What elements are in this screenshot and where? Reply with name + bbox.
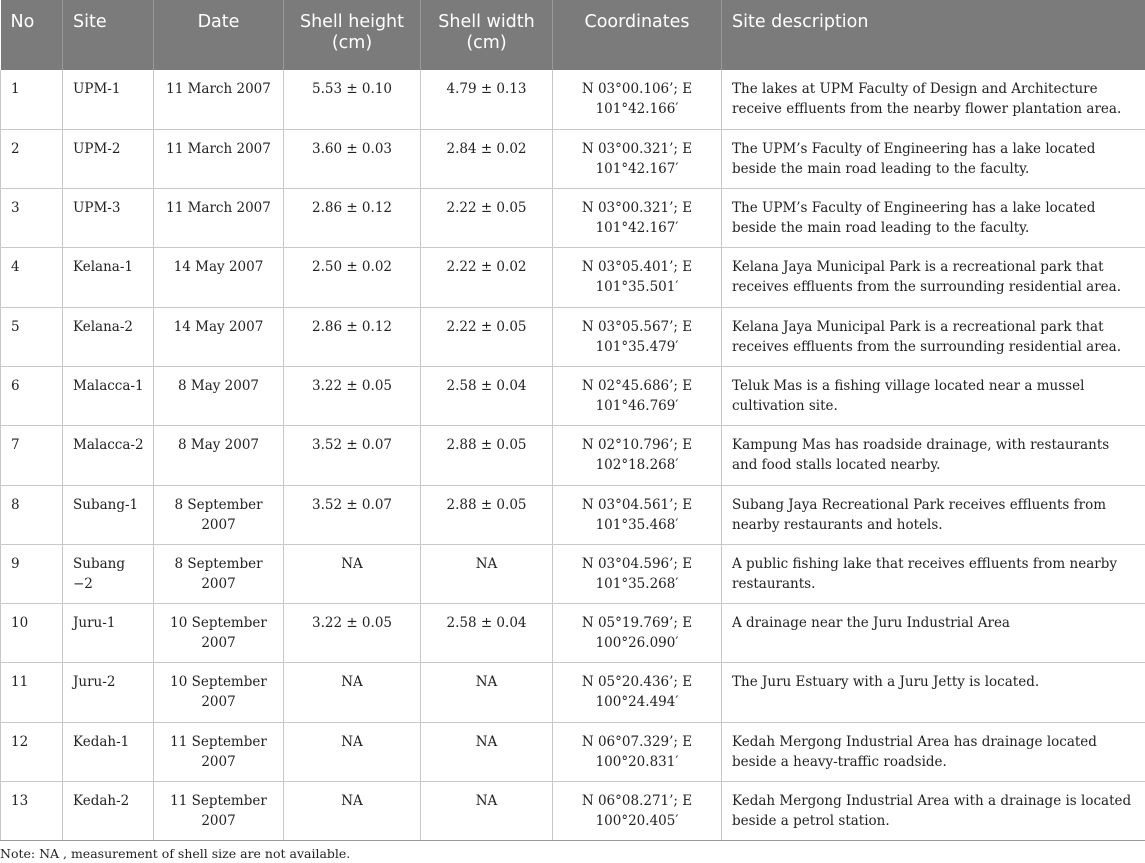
cell-site: UPM-1 (63, 70, 154, 129)
cell-date: 14 May 2007 (154, 307, 284, 366)
cell-no: 13 (1, 782, 63, 841)
table-row (1, 307, 1145, 366)
cell-shell-height: 2.50 ± 0.02 (284, 248, 421, 307)
header-row (1, 0, 1145, 70)
cell-shell-height: 3.60 ± 0.03 (284, 129, 421, 188)
cell-date: 11 March 2007 (154, 189, 284, 248)
cell-shell-width: 2.88 ± 0.05 (421, 426, 553, 485)
header-site-description: Site description (722, 0, 1145, 70)
cell-date: 8 September 2007 (154, 544, 284, 603)
table-row (1, 366, 1145, 425)
cell-no: 1 (1, 70, 63, 129)
cell-shell-width: 2.58 ± 0.04 (421, 604, 553, 663)
cell-shell-width: NA (421, 663, 553, 722)
cell-no: 4 (1, 248, 63, 307)
table-row (1, 485, 1145, 544)
header-site: Site (63, 0, 154, 70)
cell-shell-width: NA (421, 722, 553, 781)
table-row (1, 426, 1145, 485)
cell-coordinates: N 03°00.321’; E 101°42.167′ (553, 129, 722, 188)
cell-shell-height: 2.86 ± 0.12 (284, 307, 421, 366)
cell-no: 7 (1, 426, 63, 485)
cell-shell-height: 3.52 ± 0.07 (284, 485, 421, 544)
cell-date: 10 September 2007 (154, 663, 284, 722)
cell-site-description: Kelana Jaya Municipal Park is a recreational park that receives effluents from the surrounding residential area. (722, 307, 1145, 366)
cell-date: 11 March 2007 (154, 70, 284, 129)
cell-date: 8 May 2007 (154, 426, 284, 485)
cell-no: 10 (1, 604, 63, 663)
cell-shell-height: 3.22 ± 0.05 (284, 604, 421, 663)
cell-coordinates: N 06°07.329’; E 100°20.831′ (553, 722, 722, 781)
table-row (1, 129, 1145, 188)
cell-site-description: Subang Jaya Recreational Park receives effluents from nearby restaurants and hotels. (722, 485, 1145, 544)
cell-site: Subang-1 (63, 485, 154, 544)
table-row (1, 782, 1145, 841)
cell-no: 2 (1, 129, 63, 188)
cell-site: Juru-1 (63, 604, 154, 663)
cell-site: UPM-2 (63, 129, 154, 188)
table-note: Note: NA , measurement of shell size are not available. (0, 846, 351, 861)
cell-coordinates: N 03°00.321’; E 101°42.167′ (553, 189, 722, 248)
cell-site: Kelana-2 (63, 307, 154, 366)
cell-site-description: Teluk Mas is a fishing village located near a mussel cultivation site. (722, 366, 1145, 425)
cell-site-description: A drainage near the Juru Industrial Area (722, 604, 1145, 663)
cell-shell-width: 2.88 ± 0.05 (421, 485, 553, 544)
cell-no: 8 (1, 485, 63, 544)
header-shell-width: Shell width (cm) (421, 0, 553, 70)
cell-site-description: Kelana Jaya Municipal Park is a recreational park that receives effluents from the surrounding residential area. (722, 248, 1145, 307)
cell-coordinates: N 03°00.106’; E 101°42.166′ (553, 70, 722, 129)
cell-site-description: The lakes at UPM Faculty of Design and Architecture receive effluents from the nearby flower plantation area. (722, 70, 1145, 129)
cell-site-description: The UPM’s Faculty of Engineering has a lake located beside the main road leading to the faculty. (722, 189, 1145, 248)
cell-coordinates: N 06°08.271’; E 100°20.405′ (553, 782, 722, 841)
cell-shell-height: NA (284, 782, 421, 841)
cell-no: 9 (1, 544, 63, 603)
cell-no: 6 (1, 366, 63, 425)
cell-no: 11 (1, 663, 63, 722)
cell-date: 11 September 2007 (154, 722, 284, 781)
cell-site: UPM-3 (63, 189, 154, 248)
cell-coordinates: N 02°45.686’; E 101°46.769′ (553, 366, 722, 425)
cell-shell-height: NA (284, 663, 421, 722)
cell-shell-height: 3.22 ± 0.05 (284, 366, 421, 425)
cell-site: Kedah-1 (63, 722, 154, 781)
cell-shell-width: NA (421, 544, 553, 603)
cell-site-description: A public fishing lake that receives effluents from nearby restaurants. (722, 544, 1145, 603)
cell-site-description: The UPM’s Faculty of Engineering has a lake located beside the main road leading to the faculty. (722, 129, 1145, 188)
cell-coordinates: N 02°10.796’; E 102°18.268′ (553, 426, 722, 485)
cell-date: 11 September 2007 (154, 782, 284, 841)
table-row (1, 248, 1145, 307)
cell-date: 11 March 2007 (154, 129, 284, 188)
table-body (1, 70, 1145, 841)
cell-site-description: The Juru Estuary with a Juru Jetty is located. (722, 663, 1145, 722)
cell-shell-height: NA (284, 544, 421, 603)
cell-shell-width: NA (421, 782, 553, 841)
cell-site: Subang −2 (63, 544, 154, 603)
header-coordinates: Coordinates (553, 0, 722, 70)
cell-coordinates: N 05°19.769’; E 100°26.090′ (553, 604, 722, 663)
cell-date: 8 September 2007 (154, 485, 284, 544)
header-date: Date (154, 0, 284, 70)
cell-date: 14 May 2007 (154, 248, 284, 307)
cell-coordinates: N 03°04.561’; E 101°35.468′ (553, 485, 722, 544)
cell-site-description: Kedah Mergong Industrial Area has drainage located beside a heavy-traffic roadside. (722, 722, 1145, 781)
cell-shell-width: 4.79 ± 0.13 (421, 70, 553, 129)
table-row (1, 189, 1145, 248)
cell-date: 8 May 2007 (154, 366, 284, 425)
header-no: No (1, 0, 63, 70)
cell-shell-width: 2.22 ± 0.02 (421, 248, 553, 307)
cell-site: Malacca-1 (63, 366, 154, 425)
cell-shell-height: 3.52 ± 0.07 (284, 426, 421, 485)
cell-coordinates: N 03°05.401’; E 101°35.501′ (553, 248, 722, 307)
cell-shell-width: 2.84 ± 0.02 (421, 129, 553, 188)
table-row (1, 70, 1145, 129)
cell-shell-width: 2.58 ± 0.04 (421, 366, 553, 425)
table-header (1, 0, 1145, 70)
table-row (1, 722, 1145, 781)
header-shell-height: Shell height (cm) (284, 0, 421, 70)
cell-shell-height: NA (284, 722, 421, 781)
cell-coordinates: N 05°20.436’; E 100°24.494′ (553, 663, 722, 722)
cell-coordinates: N 03°04.596’; E 101°35.268′ (553, 544, 722, 603)
cell-site: Kedah-2 (63, 782, 154, 841)
table-row (1, 663, 1145, 722)
cell-no: 12 (1, 722, 63, 781)
cell-site-description: Kampung Mas has roadside drainage, with restaurants and food stalls located nearby. (722, 426, 1145, 485)
cell-coordinates: N 03°05.567’; E 101°35.479′ (553, 307, 722, 366)
cell-shell-width: 2.22 ± 0.05 (421, 307, 553, 366)
cell-no: 5 (1, 307, 63, 366)
table-row (1, 604, 1145, 663)
cell-shell-height: 2.86 ± 0.12 (284, 189, 421, 248)
cell-no: 3 (1, 189, 63, 248)
cell-shell-width: 2.22 ± 0.05 (421, 189, 553, 248)
cell-shell-height: 5.53 ± 0.10 (284, 70, 421, 129)
table-row (1, 544, 1145, 603)
cell-date: 10 September 2007 (154, 604, 284, 663)
cell-site: Malacca-2 (63, 426, 154, 485)
cell-site-description: Kedah Mergong Industrial Area with a drainage is located beside a petrol station. (722, 782, 1145, 841)
cell-site: Kelana-1 (63, 248, 154, 307)
cell-site: Juru-2 (63, 663, 154, 722)
